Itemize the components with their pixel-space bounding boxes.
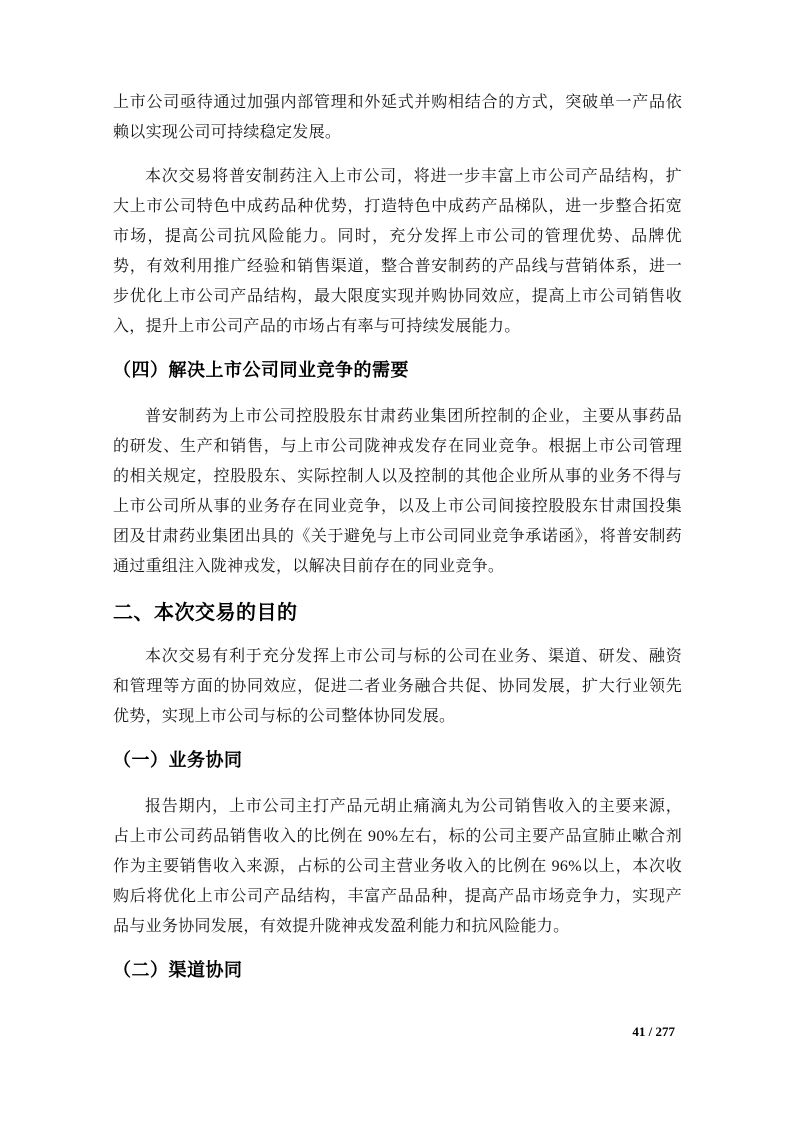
page-number: 41 / 277 <box>632 1024 675 1039</box>
paragraph-business-synergy-detail: 报告期内，上市公司主打产品元胡止痛滴丸为公司销售收入的主要来源，占上市公司药品销售收入的比例在 90%左右，标的公司主要产品宣肺止嗽合剂作为主要销售收入来源，占标的公司主营业务收入的比例在 96%以上，本次收购后将优化上市公司产品结构，丰富产品品种，提高产品市场竞争力，实现产品与业务协同发展，有效提升陇神戎发盈利能力和抗风险能力。 <box>113 798 682 935</box>
paragraph-synergy-overview: 本次交易有利于充分发挥上市公司与标的公司在业务、渠道、研发、融资和管理等方面的协同效应，促进二者业务融合共促、协同发展，扩大行业领先优势，实现上市公司与标的公司整体协同发展。 <box>113 648 682 725</box>
sub-heading-business-synergy: （一）业务协同 <box>113 750 243 771</box>
sub-heading-channel-synergy: （二）渠道协同 <box>113 960 243 981</box>
paragraph-continuation: 上市公司亟待通过加强内部管理和外延式并购相结合的方式，突破单一产品依赖以实现公司可持续稳定发展。 <box>113 94 682 141</box>
paragraph-transaction-benefits: 本次交易将普安制药注入上市公司，将进一步丰富上市公司产品结构，扩大上市公司特色中成药品种优势，打造特色中成药产品梯队，进一步整合拓宽市场，提高公司抗风险能力。同时，充分发挥上市公司的管理优势、品牌优势，有效利用推广经验和销售渠道，整合普安制药的产品线与营销体系，进一步优化上市公司产品结构，最大限度实现并购协同效应，提高上市公司销售收入，提升上市公司产品的市场占有率与可持续发展能力。 <box>113 168 682 335</box>
paragraph-competition-detail: 普安制药为上市公司控股股东甘肃药业集团所控制的企业，主要从事药品的研发、生产和销售，与上市公司陇神戎发存在同业竞争。根据上市公司管理的相关规定，控股股东、实际控制人以及控制的其他企业所从事的业务不得与上市公司所从事的业务存在同业竞争，以及上市公司间接控股股东甘肃国投集团及甘肃药业集团出具的《关于避免与上市公司同业竞争承诺函》，将普安制药通过重组注入陇神戎发，以解决目前存在的同业竞争。 <box>113 408 682 575</box>
main-heading-transaction-purpose: 二、本次交易的目的 <box>113 600 298 624</box>
sub-heading-resolve-competition: （四）解决上市公司同业竞争的需要 <box>113 360 409 381</box>
